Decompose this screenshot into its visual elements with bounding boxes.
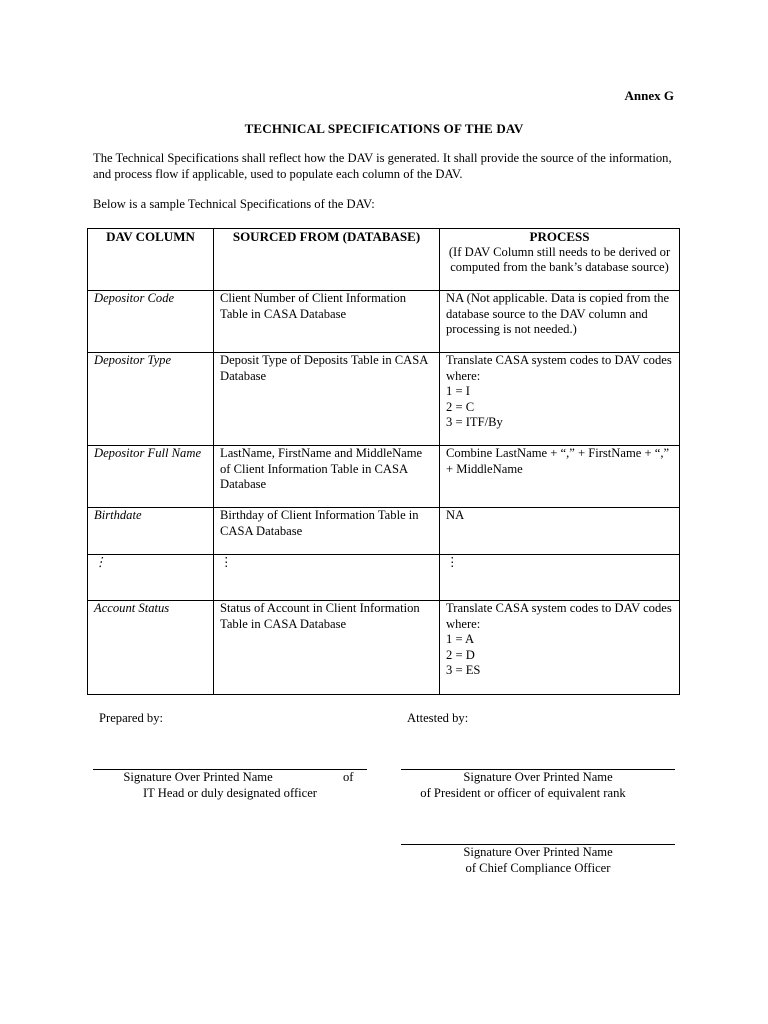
signature-title-compliance: of Chief Compliance Officer [465,861,611,875]
cell-dav-column: Birthdate [88,508,214,555]
header-process-label: PROCESS [529,229,590,244]
cell-sourced-from: Birthday of Client Information Table in CASA Database [214,508,440,555]
cell-dav-column: Account Status [88,601,214,695]
cell-dav-column: Depositor Type [88,353,214,446]
cell-process [440,508,680,555]
cell-sourced-from: LastName, FirstName and MiddleName of Client Information Table in CASA Database [214,446,440,508]
signature-title-prepared: IT Head or duly designated officer [142,786,318,800]
prepared-by-label: Prepared by: [99,711,163,725]
process-line: Translate CASA system codes to DAV codes where: [446,601,672,631]
cell-sourced-from: Deposit Type of Deposits Table in CASA Database [214,353,440,446]
table-row [88,291,680,353]
signature-of-prepared: of [343,770,354,784]
process-line: 3 = ES [446,663,481,677]
header-process [440,229,680,291]
attested-by-label: Attested by: [407,711,469,725]
signature-title-president: of President or officer of equivalent rank [420,786,626,800]
header-sourced-from: SOURCED FROM (DATABASE) [214,229,440,291]
process-line: Translate CASA system codes to DAV codes where: [446,353,672,383]
table-row [88,601,680,695]
cell-sourced-from: Client Number of Client Information Table in CASA Database [214,291,440,353]
process-line: 2 = D [446,647,475,662]
document-title: TECHNICAL SPECIFICATIONS OF THE DAV [244,121,524,136]
intro-paragraph: The Technical Specifications shall reflect how the DAV is generated. It shall provide the source of the information, and process flow if applicable, used to populate each column of the DAV. [93,151,672,181]
table-row [88,555,680,601]
cell-process [440,555,680,601]
cell-process [440,353,680,446]
table-row [88,508,680,555]
header-dav-column: DAV COLUMN [88,229,214,291]
process-line: ⋮ [446,555,459,569]
sample-note: Below is a sample Technical Specifications of the DAV: [93,197,375,211]
process-line: NA [446,508,465,522]
process-line: 2 = C [446,399,475,414]
technical-specifications-table [87,228,680,695]
annex-label: Annex G [624,88,674,103]
table-row [88,446,680,508]
signature-caption-president: Signature Over Printed Name [463,770,613,784]
process-line: 3 = ITF/By [446,415,503,429]
process-line: NA (Not applicable. Data is copied from the database source to the DAV column and processing is not needed.) [446,291,670,336]
table-row [88,353,680,446]
signature-caption-prepared: Signature Over Printed Name [123,770,273,784]
cell-sourced-from: Status of Account in Client Information Table in CASA Database [214,601,440,695]
process-line: 1 = I [446,384,470,398]
header-process-note: (If DAV Column still needs to be derived or computed from the bank’s database source) [448,244,671,274]
signature-caption-compliance: Signature Over Printed Name [463,845,613,859]
cell-dav-column: ⋮ [88,555,214,601]
cell-process [440,291,680,353]
cell-sourced-from: ⋮ [214,555,440,601]
cell-dav-column: Depositor Full Name [88,446,214,508]
process-line: Combine LastName + “,” + FirstName + “,” + MiddleName [446,446,670,476]
cell-process [440,446,680,508]
table-header-row [88,229,680,291]
cell-dav-column: Depositor Code [88,291,214,353]
process-line: 1 = A [446,632,475,646]
cell-process [440,601,680,695]
